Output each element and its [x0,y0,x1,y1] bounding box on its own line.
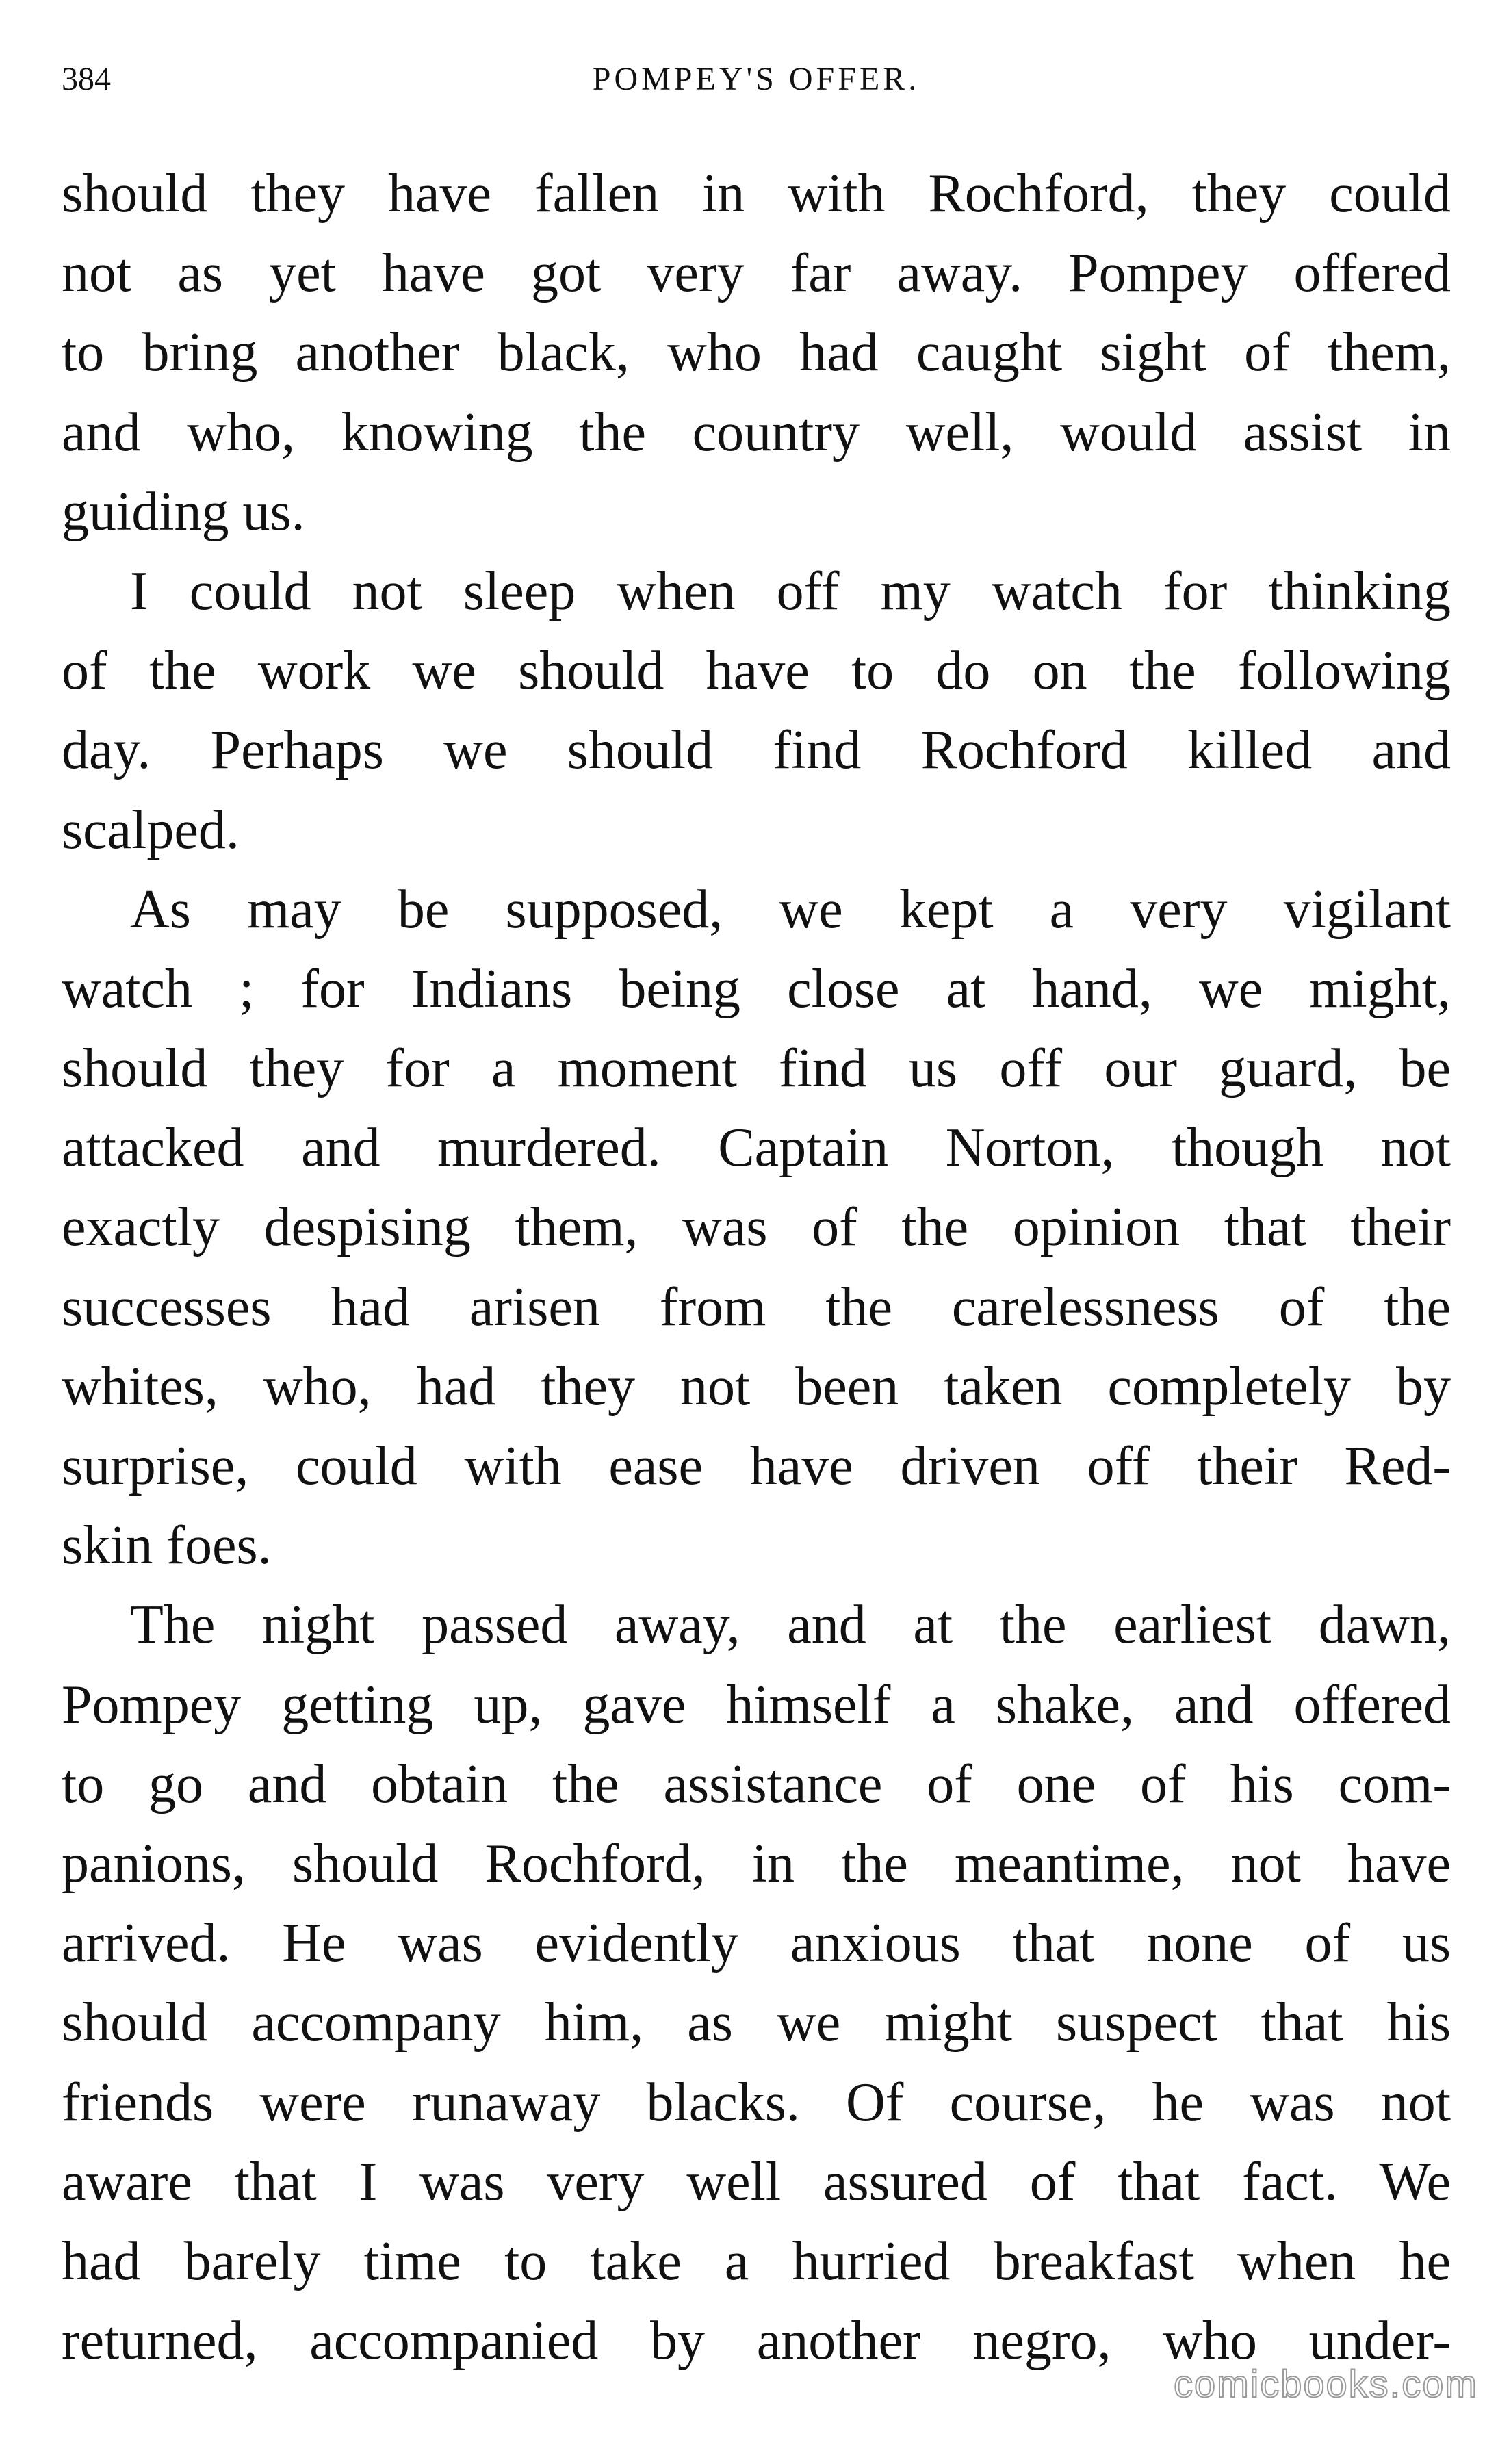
running-header [62,60,1451,115]
text-line: to go and obtain the assistance of one of his com- [62,1754,1451,1814]
text-line: whites, who, had they not been taken completely by [62,1356,1451,1417]
text-line: guiding us. [62,481,305,542]
text-line: to bring another black, who had caught sight of them, [62,322,1451,383]
text-line: and who, knowing the country well, would assist in [62,402,1451,463]
text-line: arrived. He was evidently anxious that none of us [62,1913,1451,1974]
text-line: friends were runaway blacks. Of course, he was not [62,2072,1451,2133]
text-line: panions, should Rochford, in the meantime, not have [62,1833,1451,1894]
watermark: comicbooks.com [1173,2362,1478,2405]
text-line: returned, accompanied by another negro, who under- [62,2311,1451,2372]
text-line: The night passed away, and at the earliest dawn, [130,1595,1451,1656]
text-line: I could not sleep when off my watch for thinking [130,561,1451,621]
running-title: POMPEY'S OFFER. [592,61,920,97]
text-line: should they for a moment find us off our guard, be [62,1038,1451,1099]
text-line: of the work we should have to do on the following [62,641,1451,702]
text-line: Pompey getting up, gave himself a shake, and offered [62,1674,1451,1735]
text-line: watch ; for Indians being close at hand, we might, [62,958,1451,1019]
text-line: should they have fallen in with Rochford, they could [62,164,1451,224]
text-line: aware that I was very well assured of that fact. We [62,2151,1451,2212]
text-line: not as yet have got very far away. Pompey offered [62,243,1451,304]
text-line: should accompany him, as we might suspect that his [62,1992,1451,2053]
text-line: successes had arisen from the carelessness of the [62,1276,1451,1337]
page-number: 384 [62,61,111,97]
text-line: had barely time to take a hurried breakfast when he [62,2231,1451,2292]
text-line: skin foes. [62,1515,272,1576]
text-line: scalped. [62,799,240,860]
text-line: attacked and murdered. Captain Norton, though not [62,1118,1451,1179]
text-line: surprise, could with ease have driven off their Red- [62,1436,1451,1496]
text-line: day. Perhaps we should find Rochford killed and [62,720,1451,781]
text-line: exactly despising them, was of the opinion that their [62,1197,1451,1258]
text-line: As may be supposed, we kept a very vigilant [130,879,1451,940]
body-text [62,154,1451,2380]
